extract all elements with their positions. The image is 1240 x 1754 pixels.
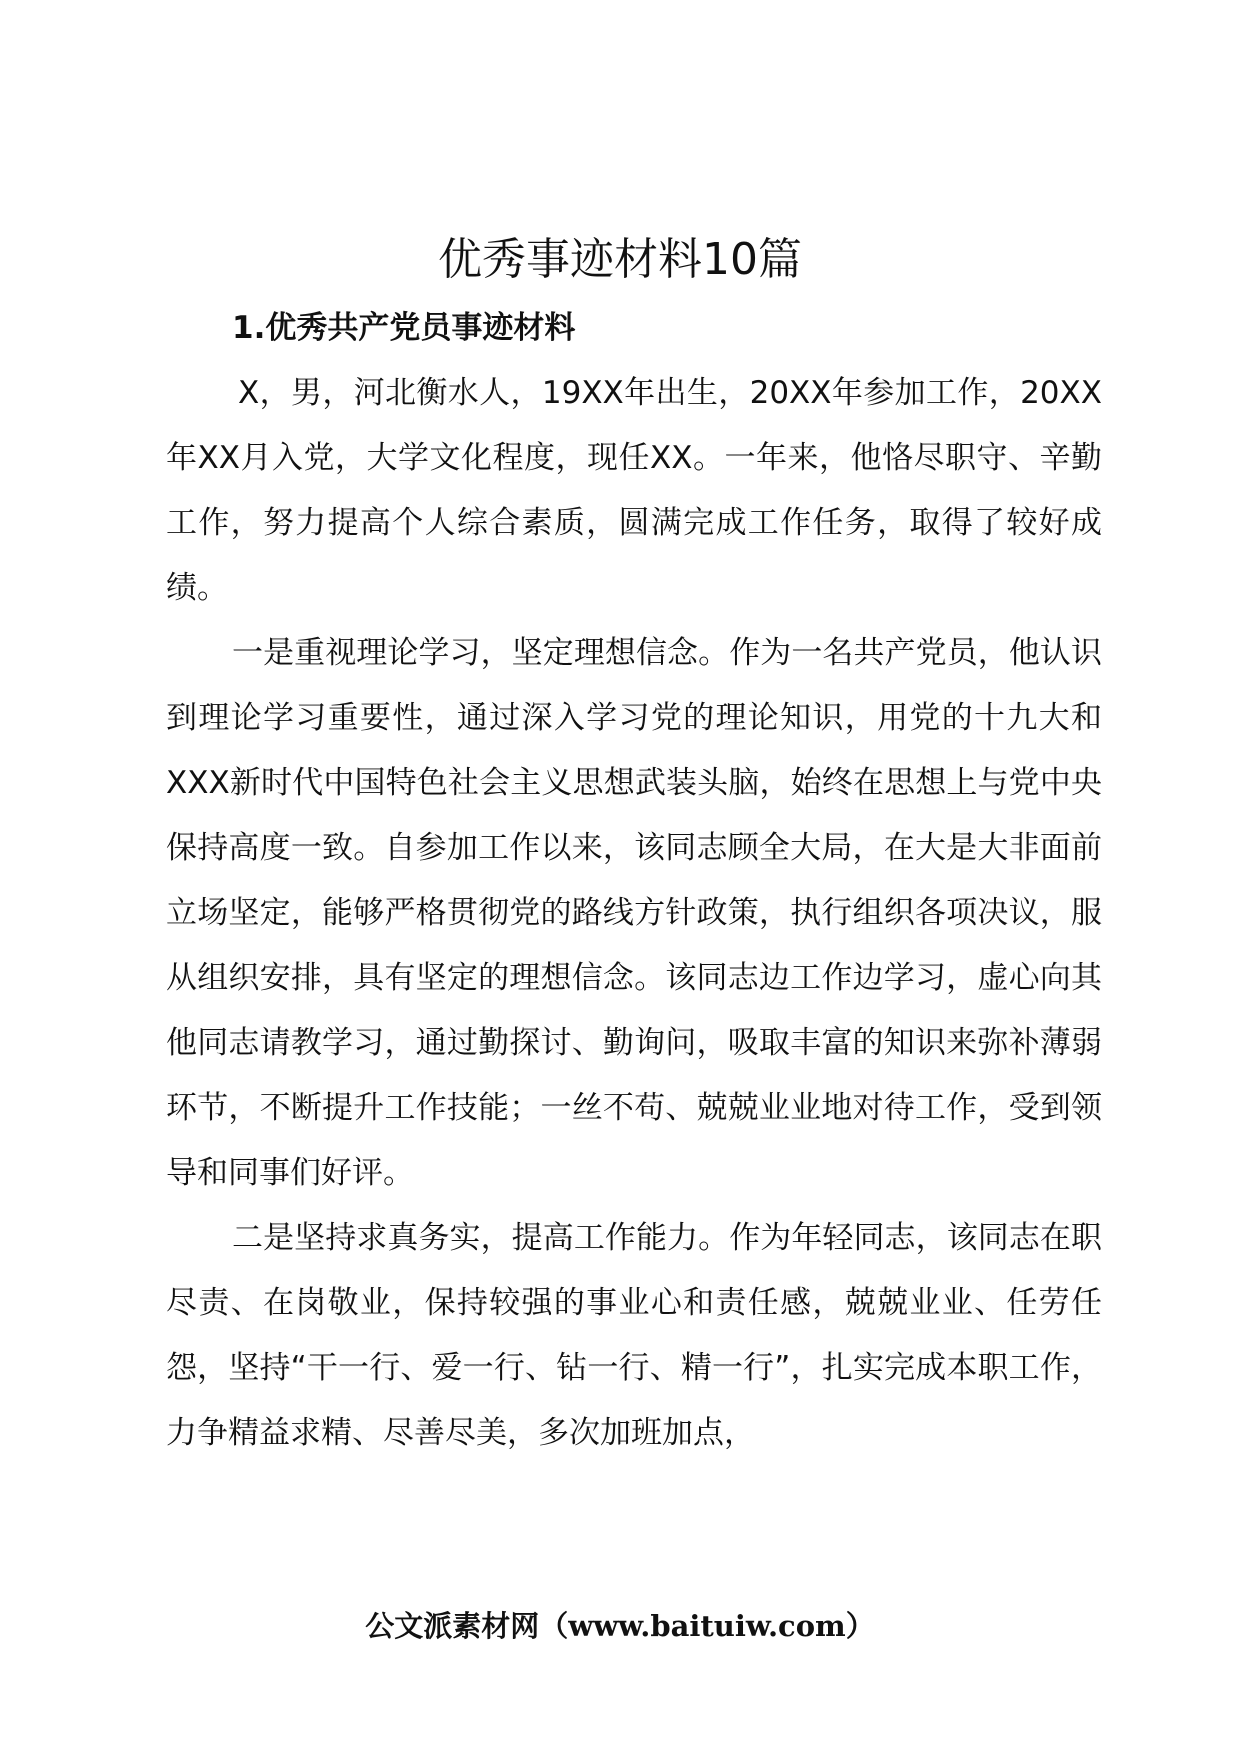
document-title: 优秀事迹材料10篇 bbox=[438, 234, 802, 285]
section-heading: 1.优秀共产党员事迹材料 bbox=[232, 310, 576, 346]
paragraph-lead: 一是重视理论学习，坚定理想信念。 bbox=[232, 635, 730, 671]
paragraph-intro bbox=[166, 361, 1102, 621]
footer-watermark: 公文派素材网（www.baituiw.com） bbox=[365, 1609, 875, 1643]
paragraph-text: X，男，河北衡水人，19XX年出生，20XX年参加工作，20XX年XX月入党，大学文化程度，现任XX。一年来，他恪尽职守、辛勤工作，努力提高个人综合素质，圆满完成工作任务，取得了较好成绩。 bbox=[166, 375, 1102, 606]
paragraph-text: 作为年轻同志，该同志在职尽责、在岗敬业，保持较强的事业心和责任感，兢兢业业、任劳任怨，坚持“干一行、爱一行、钻一行、精一行”，扎实完成本职工作，力争精益求精、尽善尽美，多次加班加点， bbox=[166, 1220, 1103, 1451]
document-body bbox=[166, 296, 1102, 1466]
paragraph-theory-study bbox=[166, 621, 1102, 1206]
paragraph-lead: 二是坚持求真务实，提高工作能力。 bbox=[232, 1220, 730, 1256]
paragraph-text: 作为一名共产党员，他认识到理论学习重要性，通过深入学习党的理论知识，用党的十九大和XXX新时代中国特色社会主义思想武装头脑，始终在思想上与党中央保持高度一致。自参加工作以来，该同志顾全大局，在大是大非面前立场坚定，能够严格贯彻党的路线方针政策，执行组织各项决议，服从组织安排，具有坚定的理想信念。该同志边工作边学习，虚心向其他同志请教学习，通过勤探讨、勤询问，吸取丰富的知识来弥补薄弱环节，不断提升工作技能；一丝不苟、兢兢业业地对待工作，受到领导和同事们好评。 bbox=[166, 635, 1103, 1191]
paragraph-work-ability bbox=[166, 1206, 1102, 1466]
